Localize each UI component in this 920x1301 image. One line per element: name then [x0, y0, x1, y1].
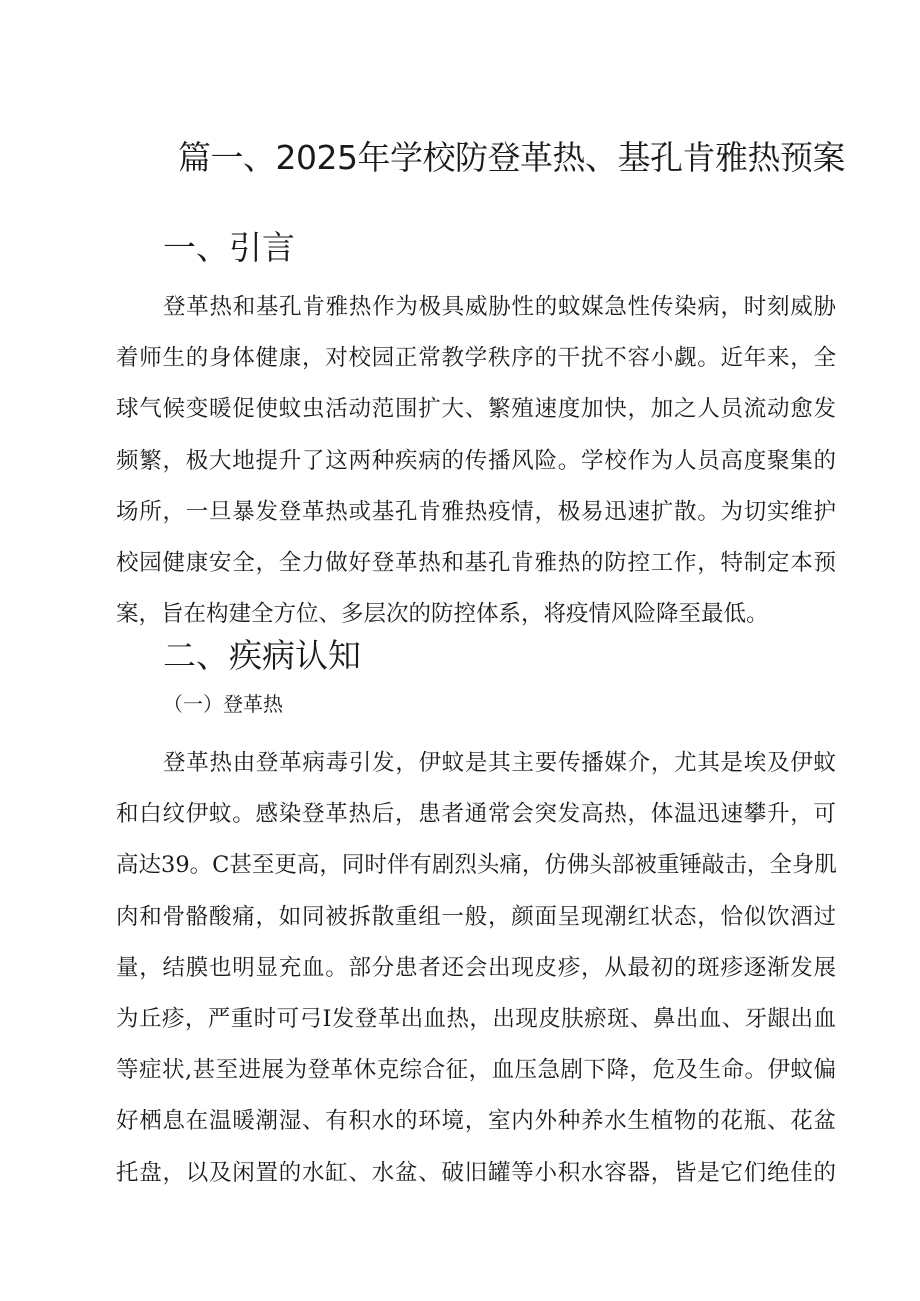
paragraph-line: 球气候变暖促使蚊虫活动范围扩大、繁殖速度加快，加之人员流动愈发 — [116, 396, 836, 423]
paragraph-line: 场所，一旦暴发登革热或基孔肯雅热疫情，极易迅速扩散。为切实维护 — [116, 498, 836, 525]
paragraph-line: 登革热和基孔肯雅热作为极具威胁性的蚊媒急性传染病，时刻威胁 — [163, 294, 836, 320]
section-heading-disease-knowledge: 二、疾病认知 — [163, 636, 361, 675]
paragraph-line: 等症状,甚至进展为登革休克综合征，血压急剧下降，危及生命。伊蚊偏 — [116, 1057, 836, 1084]
document-title: 篇一、2025年学校防登革热、基孔肯雅热预案 — [178, 138, 845, 177]
paragraph-line: 为丘疹，严重时可弓I发登革出血热，出现皮肤瘀斑、鼻出血、牙龈出血 — [116, 1005, 836, 1032]
paragraph-line: 校园健康安全，全力做好登革热和基孔肯雅热的防控工作，特制定本预 — [116, 549, 836, 576]
subsection-heading-dengue: （一）登革热 — [163, 692, 283, 716]
paragraph-line: 好栖息在温暖潮湿、有积水的环境，室内外种养水生植物的花瓶、花盆 — [116, 1108, 836, 1135]
section-heading-introduction: 一、引言 — [163, 228, 295, 267]
introduction-paragraph — [116, 282, 836, 640]
paragraph-line: 托盘，以及闲置的水缸、水盆、破旧罐等小积水容器，皆是它们绝佳的 — [116, 1159, 836, 1186]
paragraph-line: 和白纹伊蚊。感染登革热后，患者通常会突发高热，体温迅速攀升，可 — [116, 801, 836, 828]
paragraph-line: 频繁，极大地提升了这两种疾病的传播风险。学校作为人员高度聚集的 — [116, 447, 836, 474]
dengue-paragraph — [116, 738, 836, 1199]
paragraph-line: 肉和骨骼酸痛，如同被拆散重组一般，颜面呈现潮红状态，恰似饮酒过 — [116, 903, 836, 930]
paragraph-line: 登革热由登革病毒引发，伊蚊是其主要传播媒介，尤其是埃及伊蚊 — [163, 750, 836, 776]
paragraph-line: 案，旨在构建全方位、多层次的防控体系，将疫情风险降至最低。 — [116, 601, 769, 628]
paragraph-line: 量，结膜也明显充血。部分患者还会出现皮疹，从最初的斑疹逐渐发展 — [116, 954, 836, 981]
paragraph-line: 着师生的身体健康，对校园正常教学秩序的干扰不容小觑。近年来，全 — [116, 345, 836, 372]
paragraph-line: 高达39。C甚至更高，同时伴有剧烈头痛，仿佛头部被重锤敲击，全身肌 — [116, 852, 837, 879]
